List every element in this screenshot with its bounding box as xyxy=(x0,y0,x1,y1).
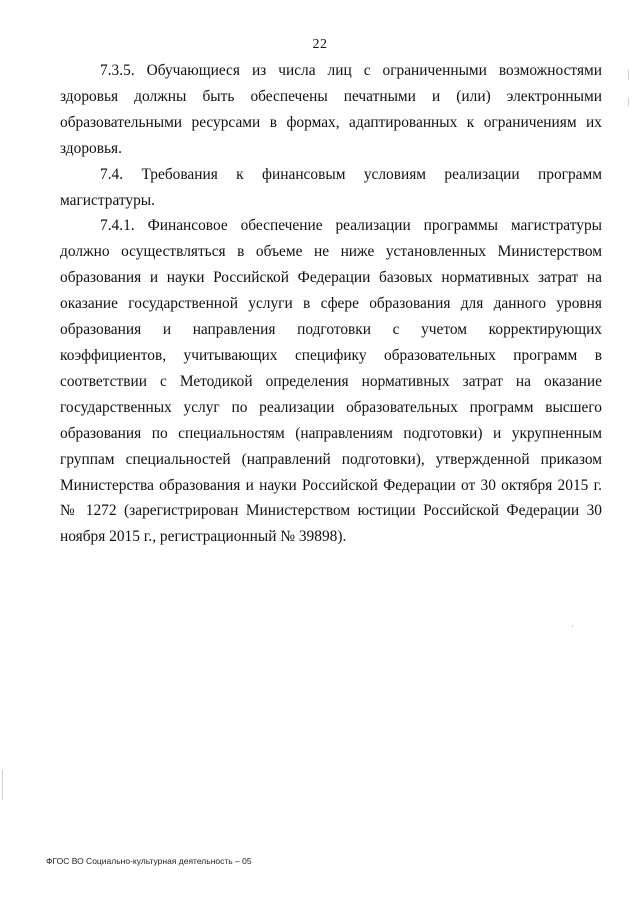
paragraph-7-4: 7.4. Требования к финансовым условиям реализации программ магистратуры. xyxy=(60,165,602,209)
scan-artifact xyxy=(572,625,573,627)
document-body xyxy=(60,58,602,550)
page-number: 22 xyxy=(312,37,328,52)
paragraph-7-3-5: 7.3.5. Обучающиеся из числа лиц с ограниченными возможностями здоровья должны быть обеспечены печатными и (или) электронными образовательными ресурсами в формах, адаптированных к ограничениям их здоровья. xyxy=(60,62,602,157)
scan-artifact xyxy=(628,98,629,106)
scan-artifact xyxy=(2,770,3,800)
paragraph-7-4-1: 7.4.1. Финансовое обеспечение реализации программы магистратуры должно осуществляться в объеме не ниже установленных Министерством образования и науки Российской Федерации базовых нормативных затрат на оказание государственной услуги в сфере образования для данного уровня образования и направления подготовки с учетом корректирующих коэффициентов, учитывающих специфику образовательных программ в соответствии с Методикой определения нормативных затрат на оказание государственных услуг по реализации образовательных программ высшего образования по специальностям (направлениям подготовки) и укрупненным группам специальностей (направлений подготовки), утвержденной приказом Министерства образования и науки Российской Федерации от 30 октября 2015 г. № 1272 (зарегистрирован Министерством юстиции Российской Федерации 30 ноября 2015 г., регистрационный № 39898). xyxy=(60,217,602,546)
document-footer: ФГОС ВО Социально-культурная деятельность – 05 xyxy=(46,856,252,866)
scan-artifact xyxy=(628,70,629,80)
